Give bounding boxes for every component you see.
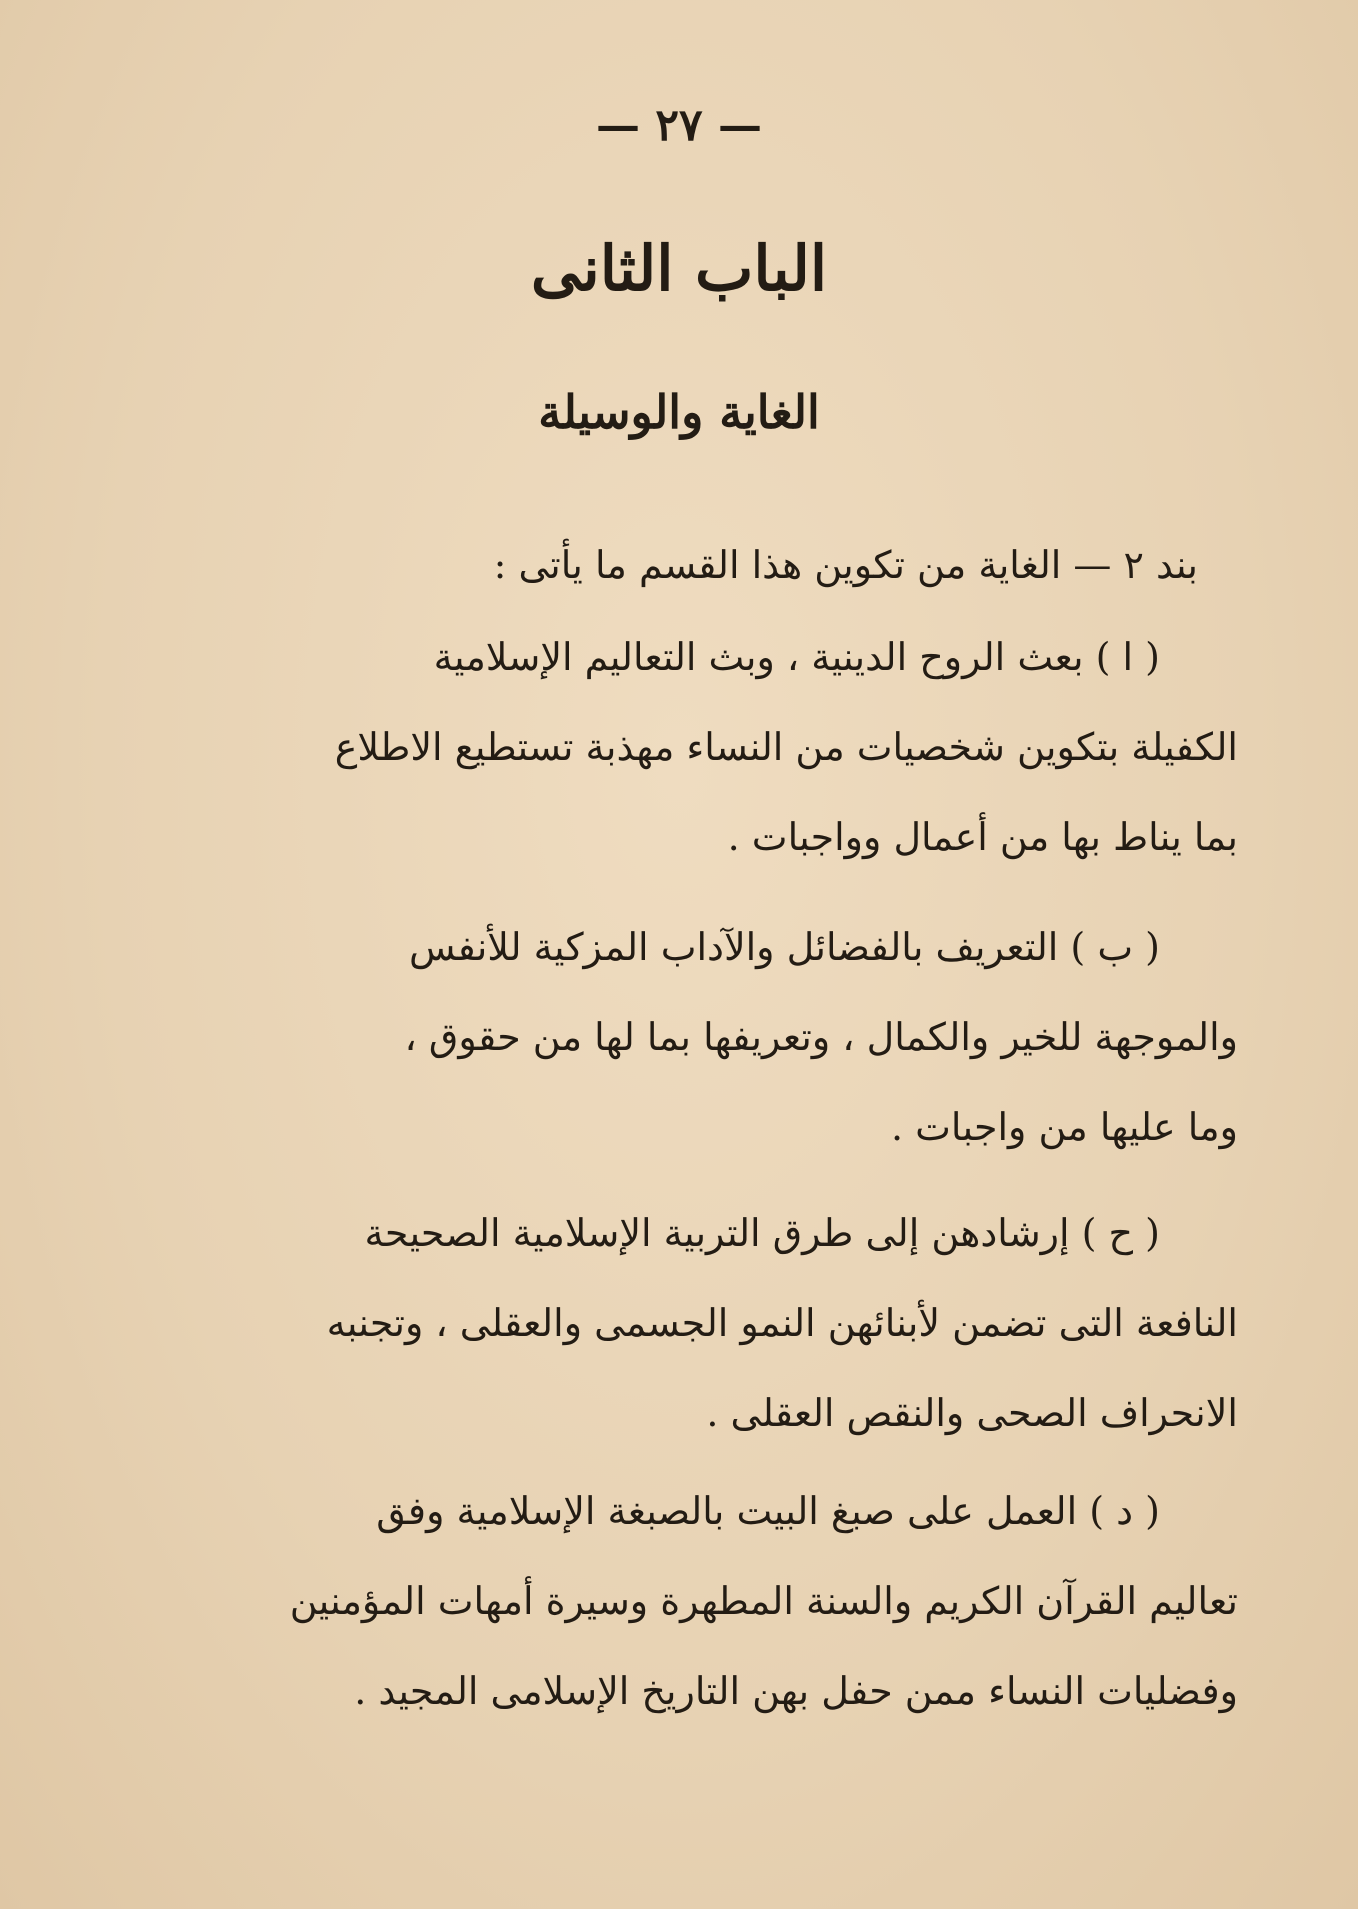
clause-item-c — [118, 1188, 1238, 1458]
clause-intro-text: بند ٢ — الغاية من تكوين هذا القسم ما يأتى : — [493, 543, 1198, 587]
clause-item-a — [118, 612, 1238, 882]
clause-item-d — [118, 1466, 1238, 1736]
item-a-line-1: ( ا ) بعث الروح الدينية ، وبث التعاليم الإسلامية — [433, 635, 1160, 679]
chapter-title: الباب الثانى — [530, 232, 828, 305]
item-a-line-3: بما يناط بها من أعمال وواجبات . — [727, 815, 1238, 859]
item-d-line-2: تعاليم القرآن الكريم والسنة المطهرة وسيرة أمهات المؤمنين — [289, 1579, 1238, 1623]
clause-intro — [118, 520, 1198, 610]
chapter-subtitle: الغاية والوسيلة — [538, 385, 820, 439]
item-d-line-3: وفضليات النساء ممن حفل بهن التاريخ الإسلامى المجيد . — [354, 1669, 1238, 1713]
item-b-line-2: والموجهة للخير والكمال ، وتعريفها بما لها من حقوق ، — [404, 1015, 1238, 1059]
clause-item-b — [118, 902, 1238, 1172]
item-c-line-3: الانحراف الصحى والنقص العقلى . — [706, 1391, 1238, 1435]
page-number: — ٢٧ — — [596, 100, 762, 151]
item-d-line-1: ( د ) العمل على صبغ البيت بالصبغة الإسلامية وفق — [376, 1489, 1160, 1533]
item-b-line-1: ( ب ) التعريف بالفضائل والآداب المزكية للأنفس — [409, 925, 1160, 969]
item-b-line-3: وما عليها من واجبات . — [891, 1105, 1238, 1149]
item-c-line-1: ( ح ) إرشادهن إلى طرق التربية الإسلامية الصحيحة — [364, 1211, 1160, 1255]
item-a-line-2: الكفيلة بتكوين شخصيات من النساء مهذبة تستطيع الاطلاع — [334, 725, 1238, 769]
item-c-line-2: النافعة التى تضمن لأبنائهن النمو الجسمى والعقلى ، وتجنبه — [326, 1301, 1238, 1345]
